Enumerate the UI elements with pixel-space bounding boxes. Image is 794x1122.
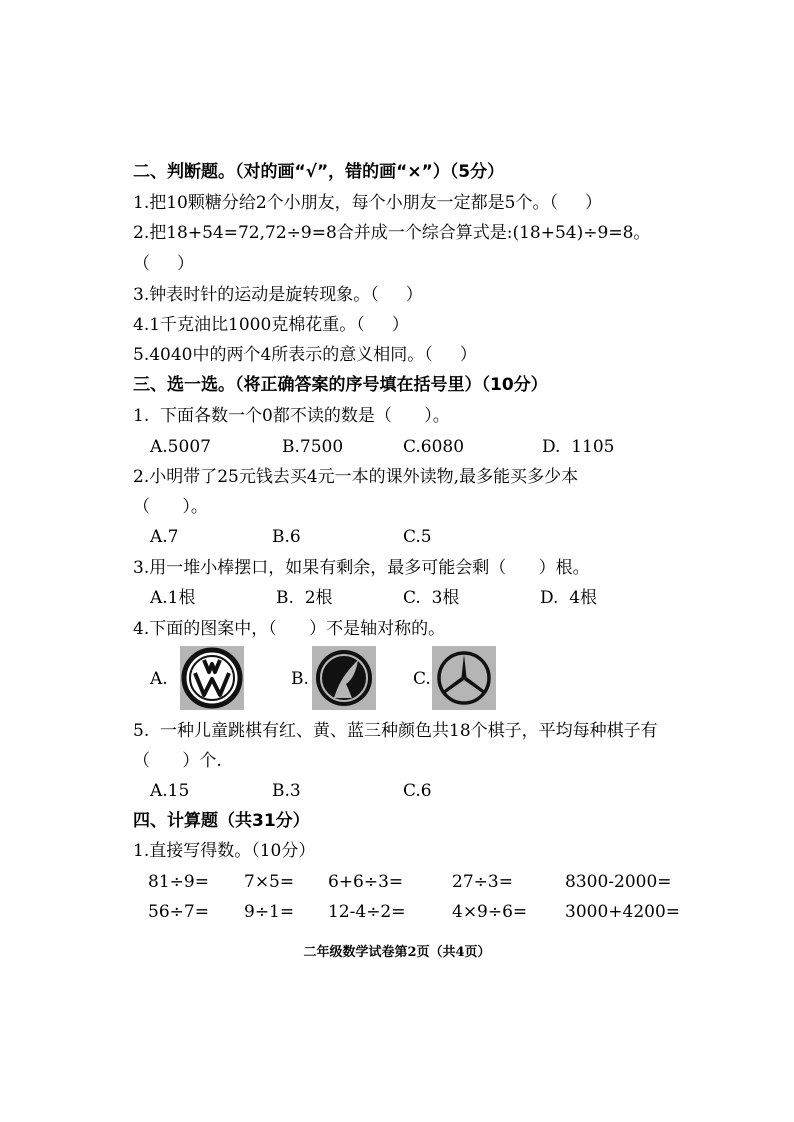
section-4-title: 四、计算题（共31分） [133,811,310,831]
q2-option-c: C.5 [403,527,432,547]
judgement-item-3: 3.钟表时针的运动是旋转现象。（ ） [133,285,423,305]
q5-option-c: C.6 [403,781,432,801]
calc-problem: 4×9÷6= [452,902,528,922]
section-2-title: 二、判断题。（对的画“√”，错的画“×”）（5分） [133,162,505,182]
q5-option-b: B.3 [272,781,301,801]
choice-q2-text-cont: （ ）。 [133,497,208,517]
q5-option-a: A.15 [150,781,190,801]
choice-q5-text-cont: （ ）个. [133,751,222,771]
page-footer: 二年级数学试卷第2页（共4页） [303,945,491,960]
calc-problem: 81÷9= [148,872,209,892]
judgement-item-4: 4.1千克油比1000克棉花重。（ ） [133,315,409,335]
brand-logo-icon [312,646,376,710]
calc-problem: 9÷1= [244,902,295,922]
q3-option-c: C. 3根 [403,588,460,608]
q1-option-c: C.6080 [403,437,465,457]
q1-option-b: B.7500 [282,437,344,457]
calc-problem: 6+6÷3= [328,872,404,892]
q3-option-b: B. 2根 [276,588,333,608]
section-3-title: 三、选一选。（将正确答案的序号填在括号里）（10分） [133,375,548,395]
volkswagen-logo-icon [180,646,244,710]
calc-problem: 27÷3= [452,872,513,892]
q2-option-a: A.7 [150,527,179,547]
judgement-item-1: 1.把10颗糖分给2个小朋友，每个小朋友一定都是5个。（ ） [133,193,603,213]
q1-option-d: D. 1105 [542,437,615,457]
q1-option-a: A.5007 [150,437,211,457]
q3-option-a: A.1根 [150,588,196,608]
q4-option-a: A. [150,669,168,689]
choice-q1-text: 1. 下面各数一个0都不读的数是（ ）。 [133,406,450,426]
choice-q4-text: 4.下面的图案中，（ ）不是轴对称的。 [133,619,446,639]
calc-problem: 3000+4200= [565,902,681,922]
calc-problem: 56÷7= [148,902,209,922]
calc-problem: 12-4÷2= [328,902,406,922]
calc-problem: 7×5= [244,872,295,892]
calc-problem: 8300-2000= [565,872,672,892]
judgement-item-2: 2.把18+54=72,72÷9=8合并成一个综合算式是:(18+54)÷9=8。 [133,223,651,243]
judgement-item-2-blank: （ ） [133,254,195,274]
judgement-item-5: 5.4040中的两个4所表示的意义相同。（ ） [133,345,477,365]
mercedes-logo-icon [432,646,496,710]
q4-option-c: C. [413,669,431,689]
choice-q2-text: 2.小明带了25元钱去买4元一本的课外读物,最多能买多少本 [133,467,579,487]
choice-q3-text: 3.用一堆小棒摆口，如果有剩余，最多可能会剩（ ）根。 [133,558,590,578]
calc-sub-1-title: 1.直接写得数。（10分） [133,841,316,861]
choice-q5-text: 5. 一种儿童跳棋有红、黄、蓝三种颜色共18个棋子，平均每种棋子有 [133,721,658,741]
q4-option-b: B. [291,669,309,689]
q3-option-d: D. 4根 [540,588,598,608]
q2-option-b: B.6 [272,527,301,547]
